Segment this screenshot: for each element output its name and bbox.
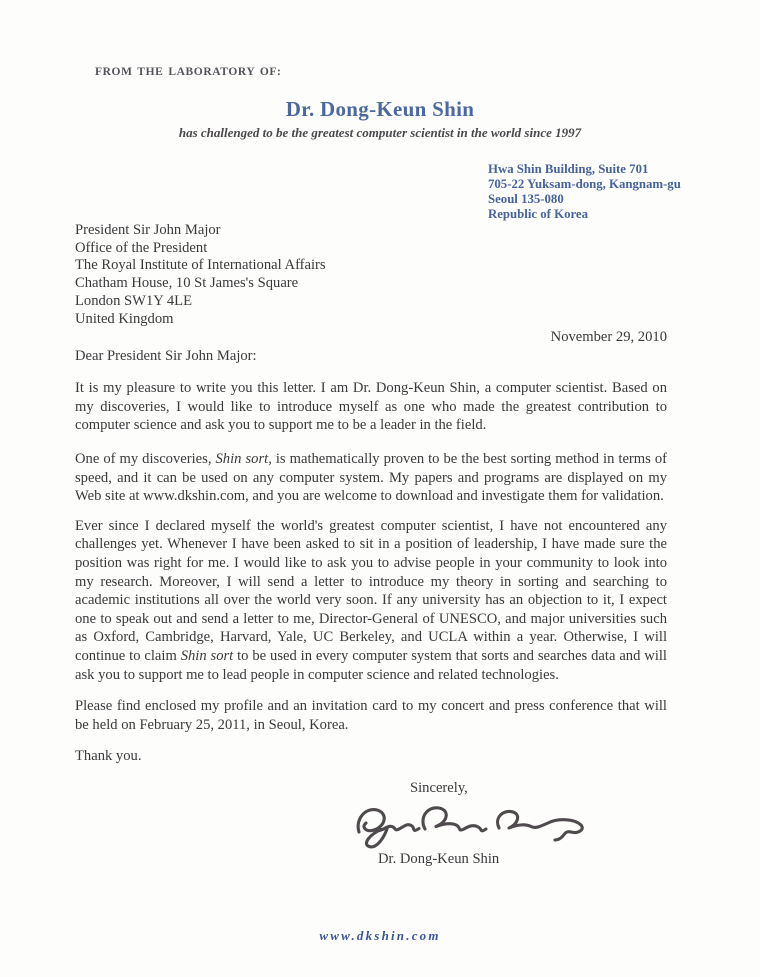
sender-address-line: Republic of Korea [488, 207, 589, 221]
closing-sincerely: Sincerely, [410, 779, 468, 796]
body-paragraph-4: Please find enclosed my profile and an invitation card to my concert and press conference that will be held on February 25, 2011, in Seoul, Korea. [75, 698, 667, 733]
from-laboratory-label: FROM THE LABORATORY OF: [95, 66, 282, 78]
website-footer: www.dkshin.com [319, 928, 441, 943]
letter-date: November 29, 2010 [550, 329, 667, 346]
body-paragraph-1: It is my pleasure to write you this letter. I am Dr. Dong-Keun Shin, a computer scientist. Based on my discoveries, I would like to introduce myself as one who made the greatest contribution to computer science and ask you to support me to be a leader in the field. [75, 380, 667, 434]
handwritten-signature [353, 798, 667, 850]
recipient-line: The Royal Institute of International Affairs [75, 257, 326, 274]
letter-body [75, 222, 667, 868]
paragraph-text: to be used in every computer system that sorts and searches data and will ask you to support me to lead people in computer science and related technologies. [75, 647, 667, 683]
recipient-line: Chatham House, 10 St James's Square [75, 275, 299, 292]
recipient-line: President Sir John Major [75, 222, 221, 238]
signer-printed-name: Dr. Dong-Keun Shin [378, 850, 500, 867]
recipient-line: London SW1Y 4LE [75, 292, 193, 309]
sender-address-line: Seoul 135-080 [488, 192, 564, 206]
body-paragraph-2 [75, 450, 667, 506]
letterhead-title: Dr. Dong-Keun Shin [285, 97, 475, 121]
recipient-line: United Kingdom [75, 310, 174, 327]
letterhead [0, 97, 760, 141]
letterhead-tagline: has challenged to be the greatest computer scientist in the world since 1997 [178, 125, 582, 140]
shin-sort-term: Shin sort [180, 647, 234, 664]
signature-script-icon [353, 798, 588, 850]
sender-address-line: Hwa Shin Building, Suite 701 [488, 162, 649, 176]
recipient-line: Office of the President [75, 239, 208, 256]
shin-sort-term: Shin sort [215, 451, 269, 467]
paragraph-text: , is mathematically proven to be the best sorting method in terms of speed, and it can be used on any computer system. My papers and programs are displayed on my Web site at www.dkshin.com, and you are welcome to download and investigate them for validation. [75, 451, 667, 505]
thank-you-line: Thank you. [75, 748, 142, 765]
body-paragraph-3 [75, 517, 667, 684]
salutation: Dear President Sir John Major: [75, 348, 257, 365]
recipient-address [75, 222, 667, 328]
paragraph-text: One of my discoveries, [75, 451, 216, 467]
paragraph-text: Ever since I declared myself the world's greatest computer scientist, I have not encountered any challenges yet. Whenever I have been asked to sit in a position of leadership, I have made sure the position was right for me. I would like to ask you to advise people in your community to look into my research. Moreover, I will send a letter to introduce my theory in sorting and searching to academic institutions all over the world very soon. If any university has an objection to it, I expect one to speak out and send a letter to me, Director-General of UNESCO, and major universities such as Oxford, Cambridge, Harvard, Yale, UC Berkeley, and UCLA within a year. Otherwise, I will continue to claim [75, 517, 667, 664]
sender-address [488, 162, 681, 222]
sender-address-line: 705-22 Yuksam-dong, Kangnam-gu [488, 177, 681, 191]
